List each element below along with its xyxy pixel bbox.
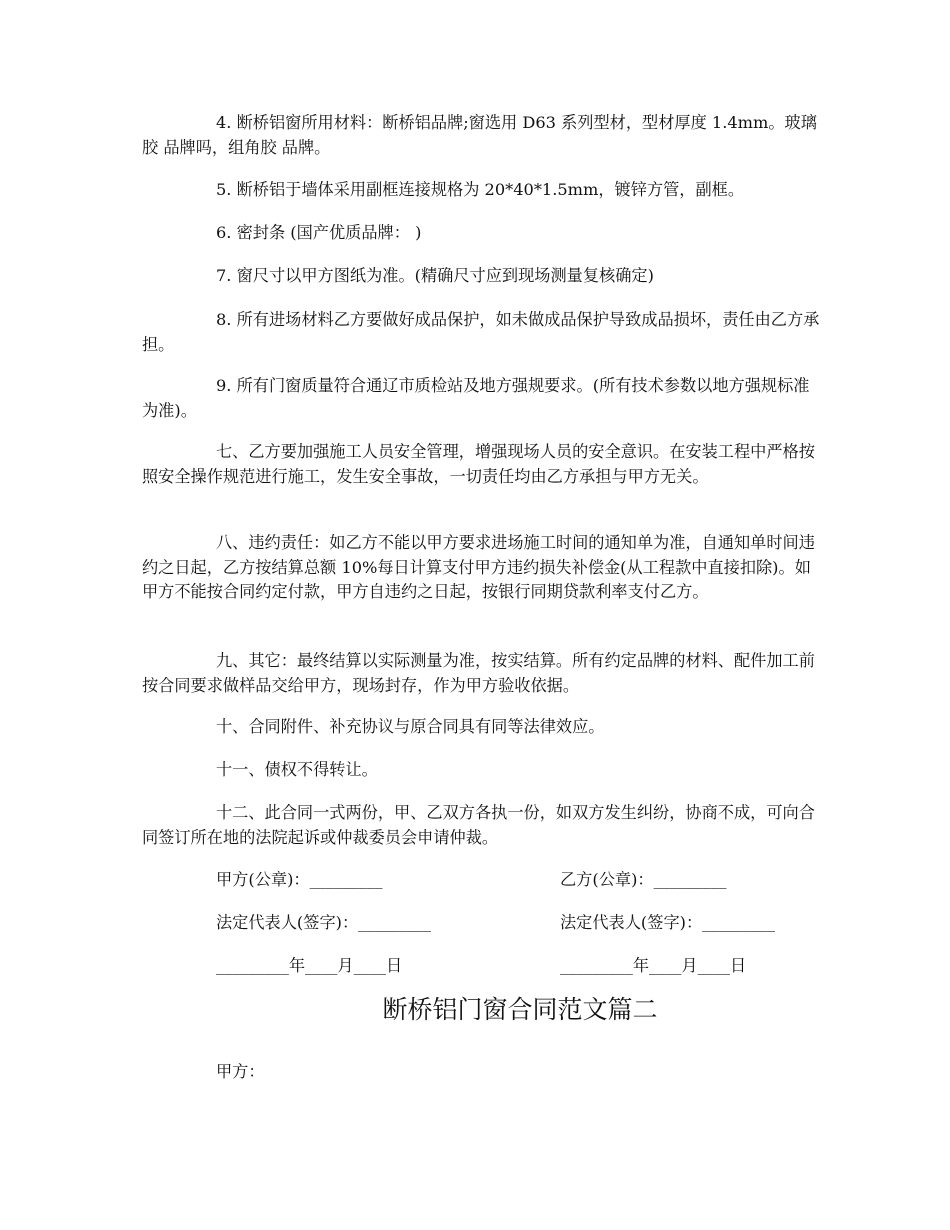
article-9: 九、其它：最终结算以实际测量为准，按实结算。所有约定品牌的材料、配件加工前按合同要求做样品交给甲方，现场封存，作为甲方验收依据。 — [142, 651, 815, 695]
party-b-representative-line: 法定代表人(签字)：_________ — [560, 913, 775, 932]
article-10: 十、合同附件、补充协议与原合同具有同等法律效应。 — [216, 717, 605, 736]
clause-6: 6. 密封条 (国产优质品牌： ) — [216, 223, 422, 242]
party-a-representative-line: 法定代表人(签字)：_________ — [216, 913, 431, 932]
clause-9: 9. 所有门窗质量符合通辽市质检站及地方强规要求。(所有技术参数以地方强规标准为准)。 — [142, 376, 810, 420]
party-b-date-line: _________年____月____日 — [560, 956, 747, 975]
section-title: 断桥铝门窗合同范文篇二 — [382, 995, 658, 1024]
article-12: 十二、此合同一式两份，甲、乙双方各执一份，如双方发生纠纷，协商不成，可向合同签订所在地的法院起诉或仲裁委员会申请仲裁。 — [142, 803, 815, 847]
clause-4: 4. 断桥铝窗所用材料：断桥铝品牌;窗选用 D63 系列型材，型材厚度 1.4mm。玻璃胶 品牌吗，组角胶 品牌。 — [142, 113, 817, 157]
article-7: 七、乙方要加强施工人员安全管理，增强现场人员的安全意识。在安装工程中严格按照安全操作规范进行施工，发生安全事故，一切责任均由乙方承担与甲方无关。 — [142, 442, 815, 486]
clause-7: 7. 窗尺寸以甲方图纸为准。(精确尺寸应到现场测量复核确定) — [216, 266, 654, 285]
clause-8: 8. 所有进场材料乙方要做好成品保护，如未做成品保护导致成品损坏，责任由乙方承担。 — [142, 310, 820, 354]
party-a-seal-line: 甲方(公章)：_________ — [216, 870, 383, 889]
party-a-label: 甲方： — [216, 1062, 265, 1081]
clause-5: 5. 断桥铝于墙体采用副框连接规格为 20*40*1.5mm，镀锌方管，副框。 — [216, 180, 745, 199]
article-11: 十一、债权不得转让。 — [216, 760, 378, 779]
party-b-seal-line: 乙方(公章)：_________ — [560, 870, 727, 889]
party-a-date-line: _________年____月____日 — [216, 956, 403, 975]
article-8: 八、违约责任：如乙方不能以甲方要求进场施工时间的通知单为准，自通知单时间违约之日起，乙方按结算总额 10%每日计算支付甲方违约损失补偿金(从工程款中直接扣除)。如甲方不能按合同约定付款，甲方自违约之日起，按银行同期贷款利率支付乙方。 — [142, 533, 815, 601]
